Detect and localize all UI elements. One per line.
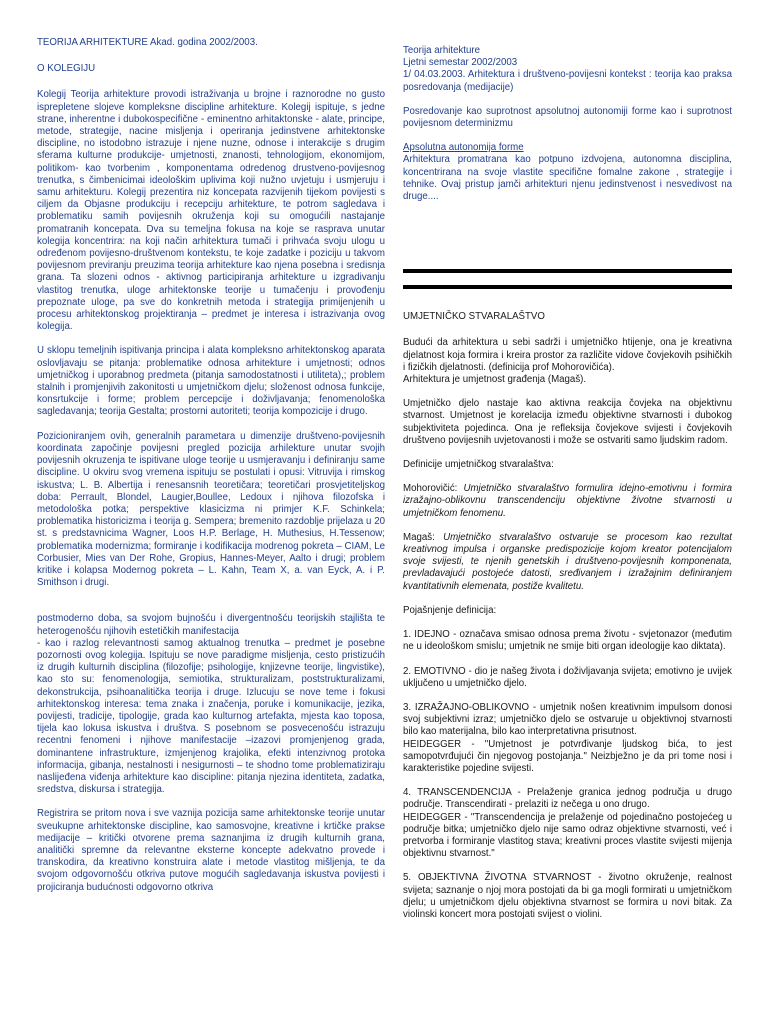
section-title-umjetnicko: UMJETNIČKO STVARALAŠTVO: [403, 311, 545, 323]
heidegger-quote-1: HEIDEGGER - "Umjetnost je potvrđivanje ljudskog bića, to jest samopotvrđujući čin njegovog postojanja." Neizbježno je da pri tome nosi i karakteristike pojedine svijesti.: [403, 738, 732, 774]
definition-transcendencija: 4. TRANSCENDENCIJA - Prelaženje granica jednog područja u drugo područje. Transcendirati - prelaziti iz nečega u ono drugo.: [403, 787, 732, 811]
explanation-heading: Pojašnjenje definicija:: [403, 604, 497, 616]
definitions-heading: Definicije umjetničkog stvaralaštva:: [403, 459, 554, 471]
paragraph-historical-review: Pozicioniranjem ovih, generalnih parametara u dimenzije društveno-povijesnih koordinata započinje povijesni pregled pozicija arhilekture unutar svojih povijesnih okruzenja te ispitivane uloge teorije u usmjeravanju i definiranju same discipline. U okviru svog vremena ispituju se postulati i opusi: Vitruvija i rimskog iskustva; L. B. Albertija i renesansnih teoretičara; teoretičari prosvjetiteljskog doba: Perrault, Blondel, Laugier,Boullee, Ledoux i njihova filozofska i metodološka potka; perspektive klasicizma ni primjer K.F. Schinkela; problematika historicizma i teorija g. Sempera; bremenito razdoblje prijelaza u 20 st. s predstavnicima Wagner, Loos H.P. Berlage, H. Muthesius, H.Tessenow; problematika modernizma; formiranje i kodifikacija modrenog pokreta – CIAM, Le Corbusier, Mies van Der Rohe, Gropius, Hannes-Meyer, Aalto i drugi; problem kritike i kolapsa Modernog pokreta – L. Kahn, Team X, a. van Eyck, A. i P. Smithson i drugi.: [37, 430, 385, 589]
mohorovicic-text: Umjetničko stvaralaštvo formulira idejno-emotivnu i formira izražajno-oblikovnu transcendenciju objektivne životne stvarnosti u umjetničkom fenomenu.: [403, 483, 732, 519]
definition-magas: [403, 532, 732, 593]
left-column: [37, 37, 385, 894]
autonomy-title: Apsolutna autonomija forme: [403, 142, 524, 154]
definition-emotivno: 2. EMOTIVNO - dio je našeg života i doživljavanja svijeta; emotivno je uvijek uključeno u umjetničko djelo.: [403, 665, 732, 689]
intro-statement: Posredovanje kao suprotnost apsolutnoj autonomiji forme kao i suprotnost povijesnom determinizmu: [403, 105, 732, 130]
autonomy-text: Arhitektura promatrana kao potpuno izdvojena, autonomna disciplina, koncentrirana na svoje vlastite specifične fomalne zakone , strategije i tehnike. Ovaj pristup jamči arhitekturi njenu jedinstvenost i nesvedivost na druge....: [403, 154, 732, 203]
definition-objektivna: 5. OBJEKTIVNA ŽIVOTNA STVARNOST - životno okruženje, realnost svijeta; saznanje o njoj mora postojati da bi ga mogli formirati u umjetničkom djelu; u umjetničkom djelu objektivna stvarnost se formira u novi bitak. Za violinski koncert mora postojati svijest o violini.: [403, 872, 732, 920]
magas-label: Magaš:: [403, 531, 444, 543]
definition-mohorovicic: [403, 483, 732, 520]
right-header-lecture: 1/ 04.03.2003. Arhitektura i društveno-povijesni kontekst : teorija kao praksa posredovanja (medijacije): [403, 69, 732, 93]
heidegger-quote-2: HEIDEGGER - "Transcendencija je prelaženje od pojedinačno postojećeg u područje bitka; umjetničko djelo nije samo odraz objektivne stvarnosti, već i pretvorba i formiranje vlastitog stava; kreativni proces vlastite svijesti mijenja objektivnu stvarnost.": [403, 811, 732, 860]
course-header: TEORIJA ARHITEKTURE Akad. godina 2002/2003.: [37, 37, 258, 48]
paragraph-magas-definition: Arhitektura je umjetnost građenja (Magaš).: [403, 374, 587, 386]
definition-izrazajno: 3. IZRAŽAJNO-OBLIKOVNO - umjetnik nošen kreativnim impulsom donosi svoj subjektivni izraz; umjetničko djelo se ostvaruje u objektivnoj stvarnosti bilo kao materijalna, bilo kao interpretativna prisutnost.: [403, 701, 732, 738]
paragraph-creative-activity: Budući da arhitektura u sebi sadrži i umjetničko htijenje, ona je kreativna djelatnost koja formira i kreira prostor za različite vidove čovjekovih psihičkih i fizičkih djelatnosti. (definicija prof Mohorovičića).: [403, 337, 732, 373]
paragraph-course-intro: Kolegij Teorija arhitekture provodi istraživanja u brojne i raznorodne no gusto isprepletene slojeve kompleksne discipline arhitekture. Kolegij ispituje, s jedne strane, inherentne i dubokospecifične - eminentno arhitaktonske - alate, principe, metode, strategije, nacine misljenja i operiranja jedinstvene arhitektonske discipline, no istodobno istrazuje i njene nuzne, odnose i interakcije s drugim sferama kulturne produkcije- umjetnosti, znanosti, tehnologijom, ekonomijom, politikom- kao tvorbenim , komponentama odredenog drustveno-povijesnog trenutka, s čimbenicimai ideološkim uplivima koji nužno uvjetuju i usmjeruju i samu arhitekturu. Kolegij prezentira niz koncepata razvijenih tijekom povijesti s ciljem da Objasne produkciju i recepciju arhitekture, te potrom sagledava i problematiku samih povijesnih okruženja koji su omogućili nastajanje promatranih koncepata. Dva su temeljna fokusa na koje se rasprava unutar kolegija koncentrira: na koji način arhitektura tumači i prihvaća svoju ulogu u određenom povijesno-društvenom kontekstu, te koje zadatke i poziciju u takvom povijesnom previranju preuzima teorija arhitekture kao njena posebna i sredisnja grana. Ta slozeni odnos - aktivnog participiranja arhitekture u izgradivanju vlastitog trenutka, uloge arhitektonske teorije u tumačenju i provođenju prepoznate uloge, pa sve do konkretnih metoda i strategija primijenjenih u procesu arhitektonskog projektiranja – predmet je interesa i istrazivanja ovog kolegija.: [37, 89, 385, 333]
paragraph-fundamentals: U sklopu temeljnih ispitivanja principa i alata kompleksno arhitektonskog aparata oslovljavaju se pitanja: problematike odnosa arhitekture i umjetnosti; odnos umjetničkog i uporabnog predmeta (pitanja samodostatnosti i utiliteta),; problem stalnih i promjenjivih zakonitosti u umjetničkom djelu; složenost odnosa funkcije, konsrtukcije i forme; problem percepcije i doživljavanja; fenomenološka sagledavanja; teorija Gestalta; prostorni autoriteti; teorija kompozicije i drugo.: [37, 345, 385, 418]
definition-idejno: 1. IDEJNO - označava smisao odnosa prema životu - svjetonazor (međutim ne u ideološkom smislu; umjetnik ne smije biti organ ideologije kao diktata).: [403, 629, 732, 653]
paragraph-artwork-origin: Umjetničko djelo nastaje kao aktivna reakcija čovjeka na objektivnu stvarnost. Umjetnost je korelacija između objektivne stvarnosti i dubokog subjektiviteta pojedinca. Ona je refleksija čovjekove svijesti i čovjekovih društveno povijesnih uvjetovanosti i može se ostvariti samo ljudskim radom.: [403, 398, 732, 446]
paragraph-theory-position: Registrira se pritom nova i sve vaznija pozicija same arhitektonske teorije unutar sveukupne arhitektonske discipline, kao samosvojne, kreativne i krtičke prakse medijacije – kritički otvorene prema saznanjima iz drugih kulturnih grana, analitički spremne da relevantne eksterne koncepte adekvatno provede i transkodira, da kreativno konstruira alate i metode vlastitog mišljenja, te da svojom odgovornošću otkriva putove mogućih sagledavanja iskustva povijesti i projiciranja budućnosti odgovorno otkriva: [37, 808, 385, 893]
paragraph-postmodern: postmoderno doba, sa svojom bujnošću i divergentnošću teorijskih stajlišta te heterogenošću njihovih estetičkih manifestacija - kao i razlog relevantnosti samog aktualnog trenutka – predmet je posebne pozornosti ovog kolegija. Ispituju se nove paradigme misljenja, cesto pristizućih iz drugih kulturnih disciplina (filozofije; psihologije, knjizevne teorije, lingvistike), kao sto su: fenomenologija, semiotika, strukturalizam, poststrukturalizami, dekonstrukcija, psihoanalitička teorija i druge. Izlucuju se nove teme i fokusi arhitektonskog interesa: tema znaka i značenja, poruke i komunikacije, jezika, povijesti, tradicije, tipologije, grada kao kulturnog artefakta, mjesta kao toposa, tijela kao lokusa iskustva i društva. S posebnom se posvecenošću istrazuju recentni fenomeni i njihove manifestacije –izazovi promjenjenog grada, dominantene infrastrukture, izmjenjenog krajolika, efekti intenzivnog protoka informacija, gibanja, nestalnosti i nesigurnosti – te shodno tome problematiziraju naslijeđena viđenja arhitekture kao discipline: pitanja njezina identiteta, zadatka, sredstva, diskursa i strategija.: [37, 613, 385, 796]
section-title-o-kolegiju: O KOLEGIJU: [37, 63, 96, 75]
right-column: [403, 45, 732, 921]
magas-text: Umjetničko stvaralaštvo ostvaruje se procesom kao rezultat kreativnog impulsa i organske predispozicije kojom kreator potencijalom svoje svijesti, te njenih genetskih i društveno-povijesnih komponenata, prevladavajući postojeće datosti, sređivanjem i izražajnim definiranjem kvantitativnih elemenata, postiže kvalitetu.: [403, 531, 732, 592]
mohorovicic-label: Mohorovičić:: [403, 483, 464, 495]
right-header-title: Teorija arhitekture: [403, 45, 480, 56]
right-header-semester: Ljetni semestar 2002/2003: [403, 57, 518, 69]
